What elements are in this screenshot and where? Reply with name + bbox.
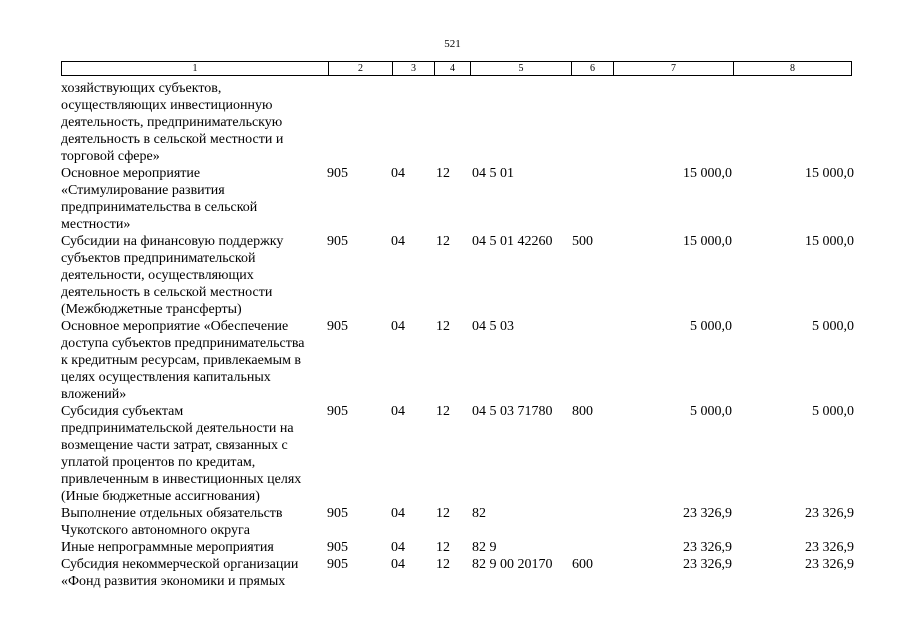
row-col-5: 04 5 01 42260	[472, 234, 553, 249]
row-col-2: 905	[327, 540, 348, 555]
row-col-4: 12	[436, 166, 450, 181]
table-row	[61, 233, 856, 318]
row-col-4: 12	[436, 506, 450, 521]
row-col-4: 12	[436, 234, 450, 249]
row-col-5: 04 5 01	[472, 166, 514, 181]
row-col-8: 15 000,0	[805, 234, 854, 249]
row-col-7: 5 000,0	[690, 404, 732, 419]
table-body	[61, 80, 856, 590]
row-col-2: 905	[327, 319, 348, 334]
row-col-8: 23 326,9	[805, 540, 854, 555]
header-col-2: 2	[328, 62, 392, 75]
row-name: Субсидия некоммерческой организации «Фонд развития экономики и прямых	[61, 557, 299, 589]
table-row	[61, 505, 856, 539]
table-row	[61, 539, 856, 556]
row-col-8: 5 000,0	[812, 404, 854, 419]
row-col-5: 82 9 00 20170	[472, 557, 553, 572]
row-col-3: 04	[391, 234, 405, 249]
row-name: Субсидия субъектам предпринимательской деятельности на возмещение части затрат, связанных с уплатой процентов по кредитам, привлеченным в инвестиционных целях (Иные бюджетные ассигнования)	[61, 404, 302, 504]
table-row	[61, 80, 856, 165]
table-header-row	[61, 61, 852, 76]
row-col-5: 82	[472, 506, 486, 521]
row-col-5: 82 9	[472, 540, 497, 555]
row-col-7: 15 000,0	[683, 234, 732, 249]
table-row	[61, 403, 856, 505]
row-col-3: 04	[391, 540, 405, 555]
header-col-3: 3	[392, 62, 434, 75]
table-row	[61, 165, 856, 233]
row-col-6: 500	[572, 234, 593, 249]
table-row	[61, 556, 856, 590]
header-col-8: 8	[733, 62, 851, 75]
row-col-4: 12	[436, 557, 450, 572]
row-col-2: 905	[327, 404, 348, 419]
row-col-7: 5 000,0	[690, 319, 732, 334]
row-col-6: 800	[572, 404, 593, 419]
row-name: Субсидии на финансовую поддержку субъектов предпринимательской деятельности, осуществляющих деятельность в сельской местности (Межбюджетные трансферты)	[61, 234, 284, 317]
row-name: Основное мероприятие «Стимулирование развития предпринимательства в сельской местности»	[61, 166, 258, 232]
row-col-2: 905	[327, 234, 348, 249]
page-number: 521	[444, 38, 461, 50]
header-col-5: 5	[470, 62, 571, 75]
row-name: Основное мероприятие «Обеспечение доступа субъектов предпринимательства к кредитным ресурсам, привлекаемым в целях осуществления капитальных вложений»	[61, 319, 305, 402]
table-row	[61, 318, 856, 403]
row-col-8: 23 326,9	[805, 506, 854, 521]
row-col-7: 23 326,9	[683, 540, 732, 555]
row-name: хозяйствующих субъектов, осуществляющих инвестиционную деятельность, предпринимательскую деятельность в сельской местности и торговой сфере»	[61, 81, 284, 164]
row-col-4: 12	[436, 404, 450, 419]
row-col-3: 04	[391, 557, 405, 572]
row-col-2: 905	[327, 557, 348, 572]
row-col-2: 905	[327, 166, 348, 181]
header-col-7: 7	[613, 62, 733, 75]
row-col-2: 905	[327, 506, 348, 521]
row-col-3: 04	[391, 319, 405, 334]
row-col-3: 04	[391, 166, 405, 181]
header-col-6: 6	[571, 62, 613, 75]
row-col-8: 5 000,0	[812, 319, 854, 334]
row-col-4: 12	[436, 319, 450, 334]
row-col-3: 04	[391, 404, 405, 419]
row-col-5: 04 5 03	[472, 319, 514, 334]
header-col-1: 1	[192, 63, 198, 74]
row-name: Выполнение отдельных обязательств Чукотского автономного округа	[61, 506, 283, 538]
row-col-5: 04 5 03 71780	[472, 404, 553, 419]
header-col-4: 4	[434, 62, 470, 75]
row-col-6: 600	[572, 557, 593, 572]
row-col-8: 23 326,9	[805, 557, 854, 572]
row-col-3: 04	[391, 506, 405, 521]
row-col-7: 23 326,9	[683, 506, 732, 521]
row-col-7: 23 326,9	[683, 557, 732, 572]
row-col-7: 15 000,0	[683, 166, 732, 181]
row-name: Иные непрограммные мероприятия	[61, 540, 274, 555]
row-col-8: 15 000,0	[805, 166, 854, 181]
row-col-4: 12	[436, 540, 450, 555]
